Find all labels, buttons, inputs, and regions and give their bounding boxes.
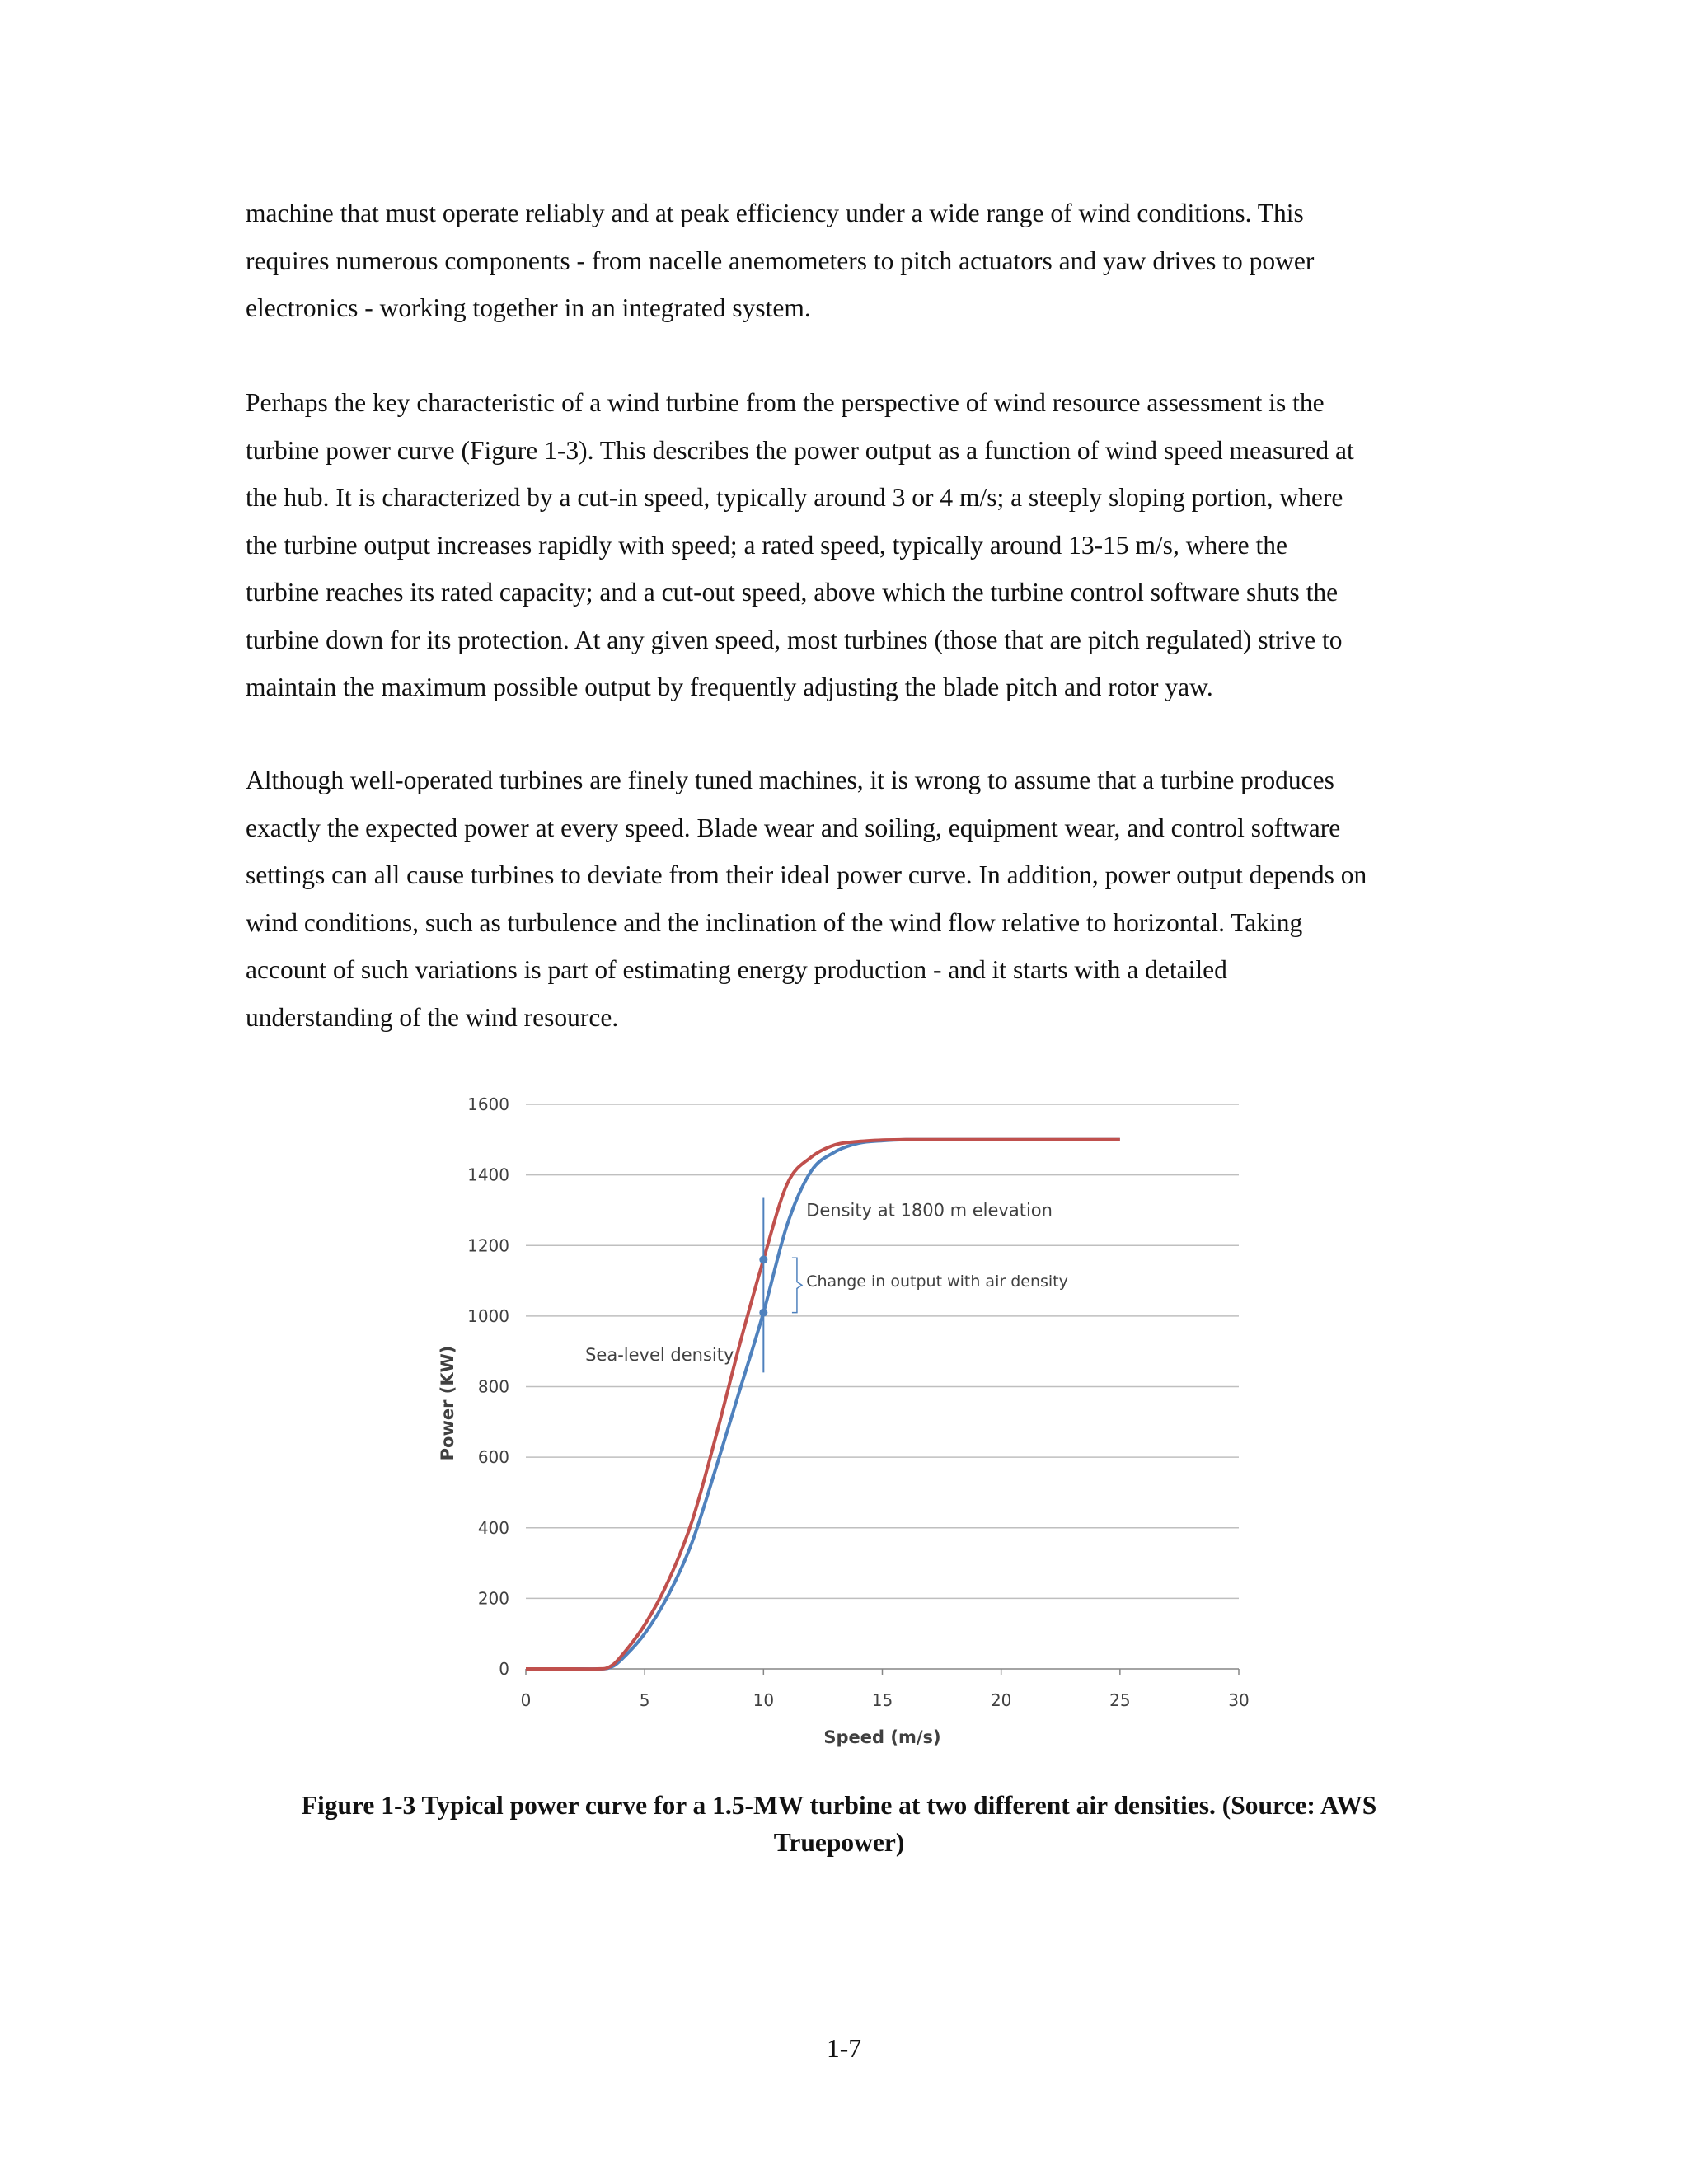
y-tick-label: 1600 bbox=[467, 1094, 509, 1114]
x-tick-label: 15 bbox=[871, 1690, 893, 1710]
x-tick-label: 25 bbox=[1109, 1690, 1131, 1710]
annotation-brace bbox=[792, 1258, 802, 1312]
y-axis-label: Power (KW) bbox=[438, 1345, 457, 1461]
text-line: Although well-operated turbines are finely tuned machines, it is wrong to assume that a turbine produces bbox=[246, 766, 1334, 794]
paragraph-1 bbox=[246, 190, 1449, 332]
x-tick-label: 5 bbox=[639, 1690, 650, 1710]
text-line: electronics - working together in an integrated system. bbox=[246, 293, 811, 322]
x-tick-label: 10 bbox=[753, 1690, 775, 1710]
text-line: account of such variations is part of estimating energy production - and it starts with a detailed bbox=[246, 955, 1227, 984]
annotation-elevation: Density at 1800 m elevation bbox=[806, 1200, 1053, 1221]
data-marker bbox=[759, 1255, 767, 1263]
text-line: turbine power curve (Figure 1-3). This describes the power output as a function of wind speed measured at bbox=[246, 435, 1354, 465]
x-tick-label: 20 bbox=[990, 1690, 1012, 1710]
power-curve-chart bbox=[429, 1080, 1261, 1772]
text-line: turbine reaches its rated capacity; and a cut-out speed, above which the turbine control software shuts the bbox=[246, 578, 1339, 607]
y-tick-label: 1200 bbox=[467, 1235, 509, 1256]
y-tick-label: 1000 bbox=[467, 1305, 509, 1326]
text-line: machine that must operate reliably and at peak efficiency under a wide range of wind conditions. This bbox=[246, 199, 1304, 227]
y-tick-label: 600 bbox=[477, 1447, 509, 1468]
y-tick-label: 800 bbox=[477, 1376, 509, 1397]
y-tick-label: 400 bbox=[477, 1517, 509, 1538]
text-line: Perhaps the key characteristic of a wind turbine from the perspective of wind resource assessment is the bbox=[246, 388, 1325, 417]
caption-line: Figure 1-3 Typical power curve for a 1.5-MW turbine at two different air densities. (Source: AWS bbox=[301, 1791, 1377, 1820]
y-tick-label: 1400 bbox=[467, 1165, 509, 1185]
annotation-sea-level: Sea-level density bbox=[585, 1344, 734, 1365]
x-axis-label: Speed (m/s) bbox=[823, 1727, 941, 1747]
x-tick-label: 0 bbox=[520, 1690, 532, 1710]
data-marker bbox=[759, 1309, 767, 1317]
text-line: turbine down for its protection. At any given speed, most turbines (those that are pitch regulated) strive to bbox=[246, 625, 1343, 654]
text-line: understanding of the wind resource. bbox=[246, 1002, 619, 1032]
y-tick-label: 200 bbox=[477, 1588, 509, 1609]
text-line: the turbine output increases rapidly with speed; a rated speed, typically around 13-15 m/s, where the bbox=[246, 530, 1287, 560]
page-number: 1-7 bbox=[827, 2034, 861, 2063]
figure-caption bbox=[246, 1787, 1432, 1861]
annotation-change: Change in output with air density bbox=[806, 1272, 1068, 1291]
text-line: maintain the maximum possible output by frequently adjusting the blade pitch and rotor yaw. bbox=[246, 673, 1213, 701]
caption-line: Truepower) bbox=[773, 1828, 905, 1857]
paragraph-2 bbox=[246, 379, 1449, 711]
y-tick-label: 0 bbox=[499, 1659, 509, 1679]
x-tick-label: 30 bbox=[1228, 1690, 1250, 1710]
paragraph-3 bbox=[246, 757, 1449, 1041]
text-line: exactly the expected power at every speed. Blade wear and soiling, equipment wear, and control software bbox=[246, 813, 1341, 842]
text-line: settings can all cause turbines to deviate from their ideal power curve. In addition, power output depends on bbox=[246, 860, 1367, 889]
text-line: wind conditions, such as turbulence and the inclination of the wind flow relative to horizontal. Taking bbox=[246, 907, 1303, 937]
text-line: requires numerous components - from nacelle anemometers to pitch actuators and yaw drives to power bbox=[246, 246, 1315, 275]
text-line: the hub. It is characterized by a cut-in speed, typically around 3 or 4 m/s; a steeply sloping portion, where bbox=[246, 483, 1343, 512]
